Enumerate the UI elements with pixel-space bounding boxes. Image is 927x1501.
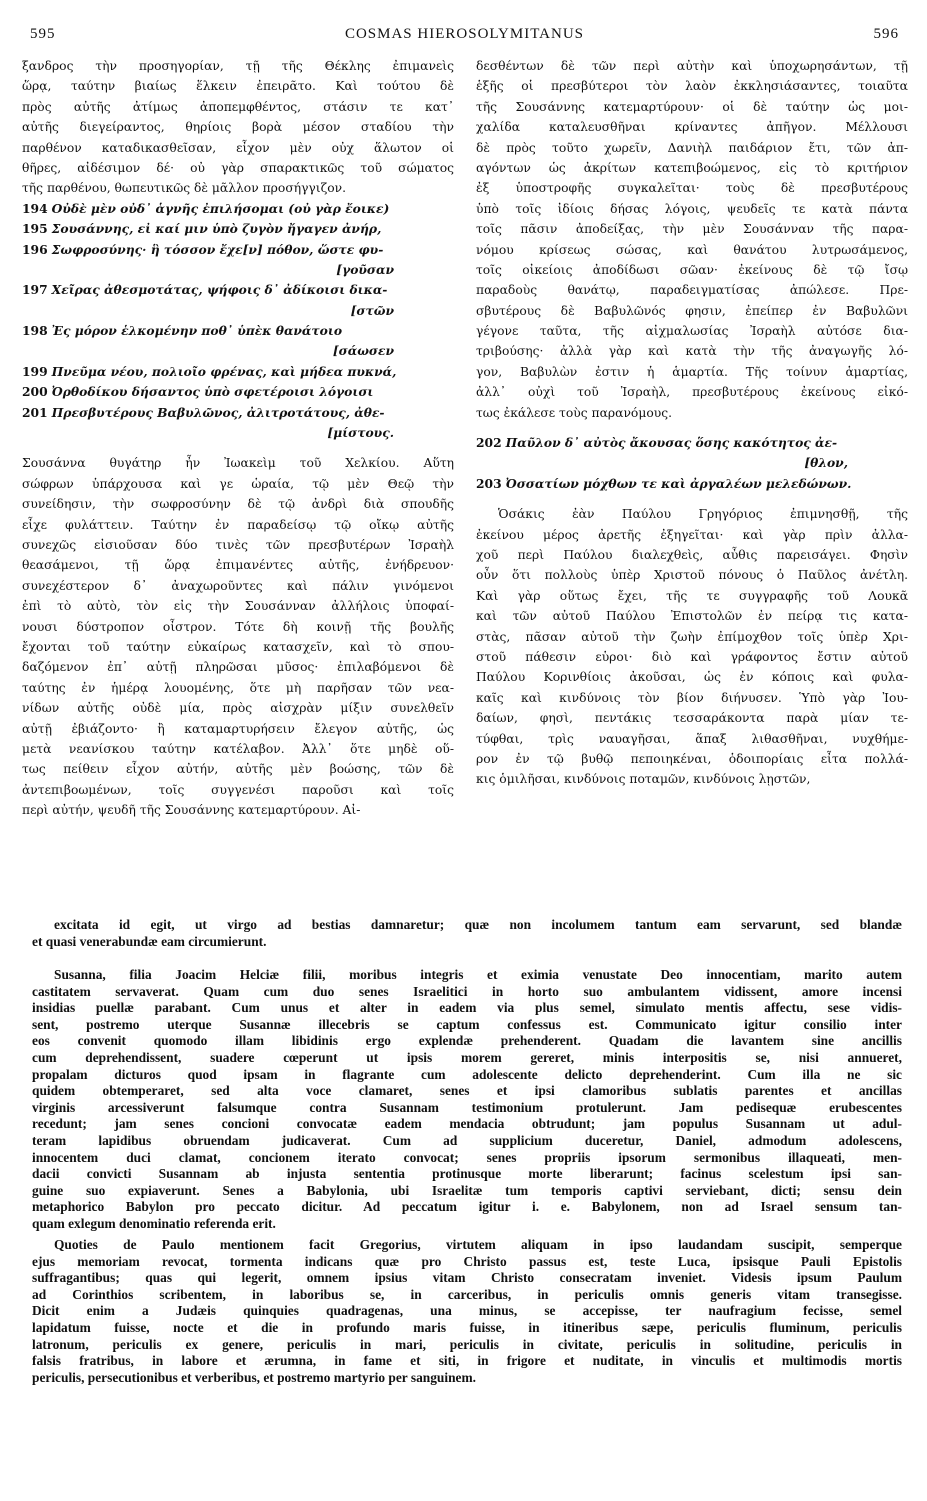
latin-line: excitata id egit, ut virgo ad bestias damnaretur; quæ non incolumem tantum eam servarunt, sed blandæ <box>54 917 902 932</box>
latin-line: latronum, periculis ex genere, periculis in mari, periculis in civitate, periculis in solitudine, periculis in <box>32 1336 902 1352</box>
left-greek-column <box>22 56 454 820</box>
verse-text: Παῦλον δ᾽ αὐτὸς ἄκουσας ὅσης κακότητος ἀε- <box>505 435 838 451</box>
latin-line: suffragantibus; quas qui legerit, omnem ipsius vitam Christo consecratam inveniet. Videsis ipsum Paulum <box>32 1270 902 1286</box>
greek-line: συνεχῶς εἰσιοῦσαν δύο τινὲς τῶν πρεσβυτέρων Ἰσραὴλ <box>22 537 454 552</box>
latin-line: metaphorico Babylon pro peccato dicitur. Ad peccatum igitur i. e. Babylonem, non ad Israel sensum tan- <box>32 1199 902 1215</box>
latin-line: propalam dicturos quod ipsam in flagrante cum adolescente delicto deprehenderint. Cum illa ne sic <box>32 1066 902 1082</box>
verse-line <box>476 474 908 494</box>
greek-line: ἀλλ᾽ οὐχὶ τοῦ Ἰσραὴλ, πρεσβυτέρους ἐκείνους εἰκό- <box>476 385 908 400</box>
latin-line: innocentem duci clamat, concionem iterato convocat; senes propriis ipsorum sermonibus illaqueati, men- <box>32 1149 902 1165</box>
verse-text: Σωφροσύνης· ἣ τόσσον ἔχε[ν] πόθον, ὥστε φυ- <box>51 241 384 257</box>
latin-line: ad Corinthios scribentem, in laboribus se, in carceribus, in periculis omnis generis vitam transegisse. <box>32 1286 902 1302</box>
latin-line: et quasi venerabundæ eam circumierunt. <box>32 933 267 949</box>
latin-line: sent, postremo uterque Susannæ illecebris se captum confessus est. Communicato igitur consilio inter <box>32 1016 902 1032</box>
greek-line: παρθένον καταδικασθεῖσαν, εἶχον μὲν οὐχ ἅλωτον οἱ <box>22 140 454 155</box>
latin-paragraph-2 <box>32 967 902 1233</box>
latin-line: lapidatum fuisse, nocte et die in profundo maris fuisse, in itineribus sæpe, periculis fluminum, periculis <box>32 1319 902 1335</box>
latin-line: eos convenit quomodo illam libidinis ergo explendæ prehenderent. Quadam die lavantem sine ancillis <box>32 1033 902 1049</box>
greek-line: σβυτέρους δὲ Βαβυλῶνός φησιν, ἐπείπερ ἐν Βαβυλῶνι <box>476 303 908 318</box>
verse-line <box>22 382 454 402</box>
latin-paragraph-3 <box>32 1237 902 1386</box>
verse-continuation: [γοῦσαν <box>336 261 394 277</box>
greek-line: στοῦ πάθεσιν εὑροι· διὸ καὶ γράφοντος ἔστιν αὐτοῦ <box>476 649 908 664</box>
verse-text: Πρεσβυτέρους Βαβυλῶνος, ἀλιτροτάτους, ἀθε- <box>51 404 385 420</box>
latin-line: Susanna, filia Joacim Helciæ filii, moribus integris et eximia venustate Deo innocentiam, marito autem <box>54 967 902 982</box>
greek-line: συνεχέστερον δ᾽ ἀναχωροῦντες καὶ πάλιν γινόμενοι <box>22 578 454 593</box>
greek-line: ἐπὶ τὸ αὐτὸ, τὸν εἰς τὴν Σουσάνναν ἀλλήλοις ὑποφαί- <box>22 599 454 614</box>
greek-line: κις ὁμιλῆσαι, κινδύνοις ποταμῶν, κινδύνοις λῃστῶν, <box>476 772 811 787</box>
greek-line: δεσθέντων δὲ τῶν περὶ αὐτὴν καὶ ὑποχωρησάντων, τῇ <box>476 59 908 73</box>
greek-line: δὲ πρὸς τοῦτο χωρεῖν, Δανιὴλ παιδάριον ἔτι, τῶν ἀπ- <box>476 140 908 155</box>
greek-line: χαλίδα καταλευσθῆναι κρίναντες ἀπῆγον. Μέλλουσι <box>476 120 908 135</box>
verse-number: 194 <box>22 200 48 216</box>
verse-line <box>22 280 454 300</box>
verse-continuation: [θλον, <box>804 455 848 471</box>
verse-line <box>22 219 454 239</box>
right-greek-column <box>476 56 908 790</box>
latin-line: falsis fratribus, in labore et ærumna, in fame et siti, in frigore et nuditate, in vinculis et multimodis mortis <box>32 1353 902 1369</box>
verse-text: Ὀσσατίων μόχθων τε καὶ ἀργαλέων μελεδώνων. <box>505 475 852 491</box>
latin-line: quam exlegum denominatio referenda erit. <box>32 1215 276 1231</box>
verse-continuation: [σάωσεν <box>332 343 394 359</box>
greek-line: τύφθαι, τρὶς ναυαγῆσαι, ἅπαξ λιθασθῆναι, νυχθήμε- <box>476 731 908 746</box>
greek-line: στὰς, πᾶσαν αὐτοῦ τὴν ζωὴν ἐπίμοχθον τοῖς ὑπὲρ Χρι- <box>476 629 908 644</box>
verse-line <box>22 199 454 219</box>
greek-line: Παύλου Κορινθίοις ἀκοῦσαι, ὡς ἐν κόποις καὶ φυλα- <box>476 670 908 685</box>
verse-number: 199 <box>22 363 48 379</box>
greek-line: συνείδησιν, τὴν σωφροσύνην δὲ τῷ ἀνδρὶ διὰ σπουδῆς <box>22 497 454 512</box>
greek-line: ταύτης ἐν ἡμέρᾳ λουομένης, ὅτε μὴ παρῆσαν τῶν νεα- <box>22 680 454 695</box>
greek-line: τῆς παρθένου, θωπευτικῶς δὲ μᾶλλον προσήγγιζον. <box>22 181 347 196</box>
greek-line: γέγονε ταῦτα, τῆς αἰχμαλωσίας Ἰσραὴλ αὐτόσε δια- <box>476 324 908 339</box>
verse-number: 198 <box>22 323 48 339</box>
page-number-left: 595 <box>30 26 56 42</box>
greek-line: Ὁσάκις ἐὰν Παύλου Γρηγόριος ἐπιμνησθῇ, τῆς <box>498 507 908 522</box>
greek-line: τοῖς οἰκείοις ἀποδίδωσι σῶαν· ἐκείνους δὲ τῷ ἴσῳ <box>476 262 908 277</box>
greek-line: παραδοὺς θανάτῳ, παραδειγματίσας ἀπώλεσε. Πρε- <box>476 283 908 298</box>
greek-line: δαζόμενον ἐπ᾽ αὐτῇ πληρῶσαι μῦσος· ἐπιλαβόμενοι δὲ <box>22 660 454 675</box>
greek-line: ὑπὸ τοῖς ἰδίοις δήσας λόγοις, ψευδεῖς τε κατὰ πάντα <box>476 201 908 216</box>
latin-line: Dicit enim a Judæis quinquies quadragenas, una minus, se accepisse, ter naufragium fecisse, semel <box>32 1303 902 1319</box>
greek-line: εἶχε φυλάττειν. Ταύτην ἐν παραδείσῳ τῷ οἴκῳ αὐτῆς <box>22 517 454 532</box>
verse-text: Ὀρθοδίκου δήσαντος ὑπὸ σφετέροισι λόγοισι <box>51 384 374 400</box>
greek-line: νίδων αὐτῆς οὐδὲ μία, πρὸς αἰσχρὰν μίξιν συνελθεῖν <box>22 701 454 716</box>
greek-line: Σουσάννα θυγάτηρ ἦν Ἰωακεὶμ τοῦ Χελκίου. Αὕτη <box>22 456 454 471</box>
greek-line: σώφρων ὑπάρχουσα καὶ γε ὡραία, τῷ μὲν Θεῷ τὴν <box>22 476 454 491</box>
greek-line: καὶ τῶν αὐτοῦ Παύλου Ἐπιστολῶν ἐν πείρᾳ τις κατα- <box>476 609 908 624</box>
verse-text: Ἐς μόρον ἑλκομένην ποθ᾽ ὑπὲκ θανάτοιο <box>51 323 343 339</box>
latin-paragraph-1 <box>32 917 902 950</box>
greek-line: ἔχονται τοῦ ταύτην εὐκαίρως κατασχεῖν, καὶ τὸ σπου- <box>22 639 454 654</box>
greek-line: καῖς καὶ κινδύνοις τὸν βίον διήνυσεν. Ὑπὸ γὰρ Ἰου- <box>476 690 908 705</box>
greek-line: ἐκείνου μέρος ἀρετῆς ἐξηγεῖται· καὶ γὰρ πρὶν ἀλλα- <box>476 527 908 542</box>
greek-line: δαίων, φησὶ, πεντάκις τεσσαράκοντα παρὰ μίαν τε- <box>476 711 908 726</box>
greek-line: θεασάμενοι, τῇ ὥρᾳ ἐπιμανέντες αὐτῆς, ἐνήδρευον· <box>22 558 454 573</box>
greek-line: ἀντεπιβοωμένων, τοῖς συγγενέσι παροῦσι καὶ τοῖς <box>22 782 454 797</box>
verse-text: Πνεῦμα νέου, πολιοῖο φρένας, καὶ μήδεα πυκνά, <box>51 363 397 379</box>
latin-line: teram lapidibus obruendam judicaverat. Cum ad supplicium duceretur, Daniel, admodum adolescens, <box>32 1132 902 1148</box>
spacer <box>476 423 908 433</box>
latin-line: ejus memoriam revocat, tormenta indicans quæ pro Christo passus est, teste Luca, ipsisque Pauli Epistolis <box>32 1253 902 1269</box>
latin-line: periculis, persecutionibus et verberibus, et postremo martyrio per sanguinem. <box>32 1369 476 1385</box>
greek-line: μετὰ νεανίσκου ταύτην κατέλαβον. Ἀλλ᾽ ὅτε μηδὲ οὕ- <box>22 741 454 756</box>
verse-line <box>476 433 908 453</box>
latin-line: castitatem servaverat. Quam cum duo senes Israelitici in horto suo ambulantem vidissent, amore incensi <box>32 983 902 999</box>
greek-line: οὖν ὅτι πολλοὺς ὑπὲρ Χριστοῦ πόνους ὁ Παῦλος ἀνέτλη. <box>476 568 908 583</box>
latin-line: dacii convicti Susannam ab injusta sententia protinusque morte liberarunt; facinus scelestum ipsi san- <box>32 1166 902 1182</box>
spacer <box>22 443 454 453</box>
spacer <box>476 494 908 504</box>
verse-number: 203 <box>476 475 502 491</box>
latin-line: quidem obtemperaret, sed alta voce clamaret, senes et ipsi clamoribus sublatis parentes et ancillas <box>32 1083 902 1099</box>
greek-line: νόμου κρίσεως σώσας, καὶ θανάτου λυτρωσάμενος, <box>476 242 908 257</box>
greek-line: ἐξ ὑποστροφῆς συγκαλεῖται· τοὺς δὲ πρεσβυτέρους <box>476 181 908 196</box>
greek-line: ρον ἐν τῷ βυθῷ πεποιηκέναι, ὁδοιπορίαις εἶτα πολλά- <box>476 751 908 766</box>
greek-line: θῆρες, αἰδέσιμον δέ· οὐ γὰρ σπαρακτικῶς τοῦ σώματος <box>22 160 454 175</box>
verse-continuation: [στῶν <box>350 302 394 318</box>
greek-line: τῆς Σουσάννης κατεμαρτύρουν· οἱ δὲ ταύτην ὡς μοι- <box>476 99 908 114</box>
greek-line: ὥρᾳ, ταύτην βιαίως ἕλκειν ἐπειρᾶτο. Καὶ τούτου δὲ <box>22 79 454 94</box>
running-header <box>30 26 899 46</box>
greek-line: τοῖς πᾶσιν ἀποδείξας, τὴν μὲν Σουσάνναν τῆς παρα- <box>476 222 908 237</box>
verse-number: 200 <box>22 384 48 400</box>
verse-number: 202 <box>476 435 502 451</box>
greek-line: ἑξῆς οἱ πρεσβύτεροι τὸν λαὸν ἐκκλησιάσαντες, τοιαῦτα <box>476 79 908 94</box>
greek-line: τριβούσης· ἀλλὰ γὰρ καὶ κατὰ τὴν τῆς ἀναγωγῆς λό- <box>476 344 908 359</box>
greek-line: νουσι δύστροπον οἶστρον. Τότε δὴ κοινῇ τῆς βουλῆς <box>22 619 454 634</box>
verse-continuation: [μίστους. <box>327 425 394 441</box>
greek-line: περὶ αὐτήν, ψευδῆ τῆς Σουσάννης κατεμαρτύρουν. Αἰ- <box>22 803 361 818</box>
page-number-right: 596 <box>873 26 899 42</box>
latin-line: insidias puellæ parabant. Cum unus et alter in eadem via plus semel, simulato mentis affectu, sese vidis- <box>32 1000 902 1016</box>
verse-text: Σουσάννης, εἰ καί μιν ὑπὸ ζυγὸν ἤγαγεν ἀνήρ, <box>51 221 382 237</box>
verse-line <box>22 362 454 382</box>
greek-line: γον, Βαβυλὼν ἐστιν ἡ ἁμαρτία. Τῆς τοίνυν ἁμαρτίας, <box>476 364 908 379</box>
verse-number: 197 <box>22 282 48 298</box>
greek-line: χοῦ περὶ Παύλου διαλεχθεὶς, αὖθις παρεισάγει. Φησὶν <box>476 547 908 562</box>
latin-line: virginis arcessiverunt falsumque contra Susannam testimonium protulerunt. Jam pedisequæ erubescentes <box>32 1099 902 1115</box>
verse-line <box>22 240 454 260</box>
greek-line: Καὶ γὰρ οὕτως ἔχει, τῆς τε συγγραφῆς τοῦ Λουκᾶ <box>476 588 908 603</box>
verse-number: 196 <box>22 241 48 257</box>
greek-line: πρὸς αὐτῆς ἀτίμως ἀποπεμφθέντος, στάσιν τε κατ᾽ <box>22 99 454 114</box>
greek-line: αὐτῆς διεγείραντος, θηρίοις βορὰ μέσον σταδίου τὴν <box>22 120 454 135</box>
verse-line <box>22 403 454 423</box>
running-title: COSMAS HIEROSOLYMITANUS <box>344 26 585 42</box>
greek-line: τως πείθειν εἶχον αὐτήν, αὐτῆς μὲν βοώσης, τῶν δὲ <box>22 762 454 777</box>
greek-line: τως ἐκάλεσε τοὺς παρανόμους. <box>476 405 672 420</box>
verse-text: Χεῖρας ἀθεσμοτάτας, ψήφοις δ᾽ ἀδίκοισι δικα- <box>51 282 388 298</box>
latin-line: guine suo expiaverunt. Senes a Babylonia, ubi Israelitæ tum temporis captivi serviebant, dicti; sensu dein <box>32 1182 902 1198</box>
verse-number: 201 <box>22 404 48 420</box>
latin-line: recedunt; jam senes concioni convocatæ eadem mendacia obtrudunt; jam populus Susannam ut adul- <box>32 1116 902 1132</box>
greek-line: αγόντων ὡς ἀκρίτων κατεπιβοώμενος, εἰς τὸ κριτήριον <box>476 160 908 175</box>
greek-line: αὐτῇ ἐβιάζοντο· ἢ καταμαρτυρήσειν ἔλεγον αὐτῆς, ὡς <box>22 721 454 736</box>
verse-line <box>22 321 454 341</box>
verse-number: 195 <box>22 221 48 237</box>
latin-line: Quoties de Paulo mentionem facit Gregorius, virtutem aliquam in ipso laudandam suscipit, semperque <box>54 1237 902 1252</box>
latin-line: cum deprehendissent, suadere cœperunt ut ipsis morem gereret, minis interpositis se, nisi annueret, <box>32 1049 902 1065</box>
greek-line: ξανδρος τὴν προσηγορίαν, τῇ τῆς Θέκλης ἐπιμανεὶς <box>22 59 454 73</box>
verse-text: Οὐδὲ μὲν οὐδ᾽ ἁγνῆς ἐπιλήσομαι (οὐ γὰρ ἔοικε) <box>51 200 390 216</box>
